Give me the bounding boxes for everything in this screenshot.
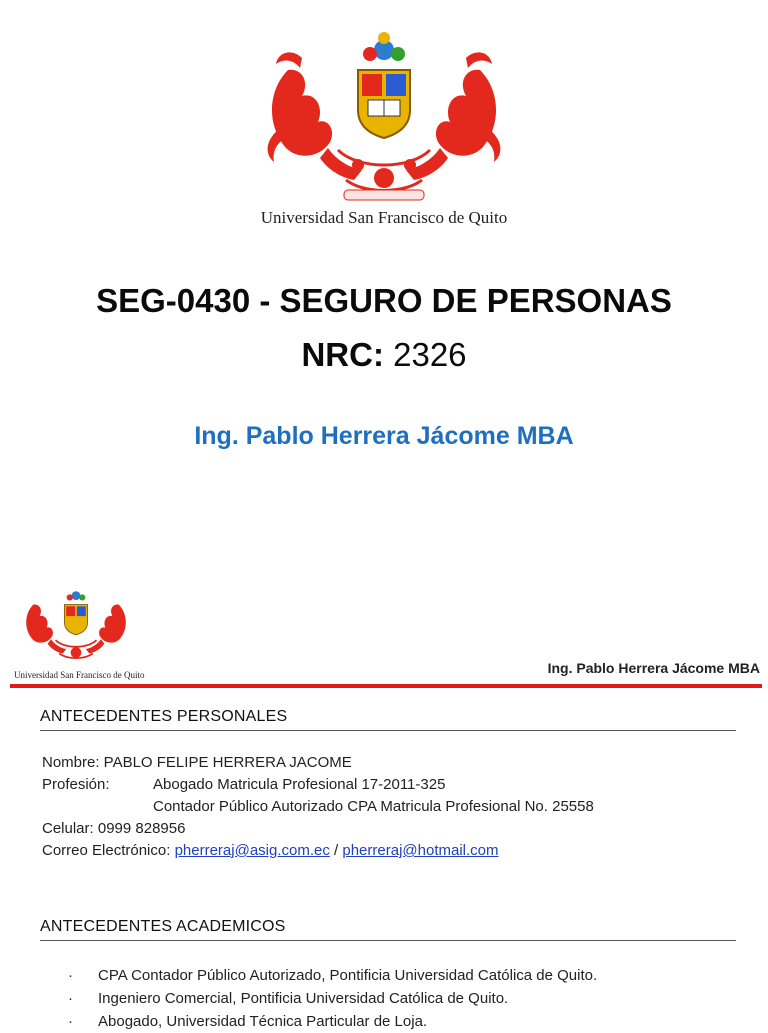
- cv-slide: [0, 578, 768, 1030]
- email-link-asig[interactable]: pherreraj@asig.com.ec: [174, 842, 330, 859]
- academic-item-text: Abogado, Universidad Técnica Particular de Loja.: [98, 1013, 428, 1030]
- profesion-label: Profesión:: [42, 776, 110, 793]
- course-title: SEG-0430 - SEGURO DE PERSONAS: [96, 282, 672, 319]
- personal-section-header: [40, 708, 736, 731]
- email-link-hotmail[interactable]: pherreraj@hotmail.com: [342, 842, 499, 859]
- email-separator: /: [329, 842, 343, 859]
- list-item: [68, 964, 597, 987]
- academic-item-text: Ingeniero Comercial, Pontificia Universidad Católica de Quito.: [98, 990, 509, 1007]
- celular-line: Celular: 0999 828956: [42, 820, 186, 837]
- correo-line: [42, 840, 594, 862]
- academic-section-header: [40, 918, 736, 941]
- instructor-name: Ing. Pablo Herrera Jácome MBA: [194, 422, 574, 450]
- nrc-line: [0, 336, 768, 374]
- bullet: ·: [68, 967, 73, 984]
- personal-section-title: ANTECEDENTES PERSONALES: [40, 708, 736, 731]
- profesion-line: [42, 774, 594, 796]
- correo-label: Correo Electrónico:: [42, 842, 171, 859]
- header-instructor-name: Ing. Pablo Herrera Jácome MBA: [547, 660, 760, 676]
- list-item: [68, 1010, 597, 1033]
- nrc-value: 2326: [393, 336, 467, 373]
- academic-section-title: ANTECEDENTES ACADEMICOS: [40, 918, 736, 941]
- header-divider: [10, 684, 762, 688]
- profesion-value-1: Abogado Matricula Profesional 17-2011-325: [153, 776, 446, 793]
- profesion-value-2: Contador Público Autorizado CPA Matricula Profesional No. 25558: [153, 798, 594, 815]
- list-item: [68, 987, 597, 1010]
- academic-item-text: CPA Contador Público Autorizado, Pontificia Universidad Católica de Quito.: [98, 967, 598, 984]
- university-logo-text: Universidad San Francisco de Quito: [260, 208, 508, 227]
- bullet: ·: [68, 990, 73, 1007]
- bullet: ·: [68, 1013, 73, 1030]
- university-logo-text-small: Universidad San Francisco de Quito: [14, 670, 145, 680]
- university-crest-logo-small: [20, 584, 132, 674]
- academic-list: [68, 964, 597, 1033]
- nombre-line: Nombre: PABLO FELIPE HERRERA JACOME: [42, 754, 352, 771]
- nrc-label: NRC:: [301, 336, 384, 373]
- university-crest-logo: [258, 30, 510, 220]
- personal-info: [42, 752, 594, 862]
